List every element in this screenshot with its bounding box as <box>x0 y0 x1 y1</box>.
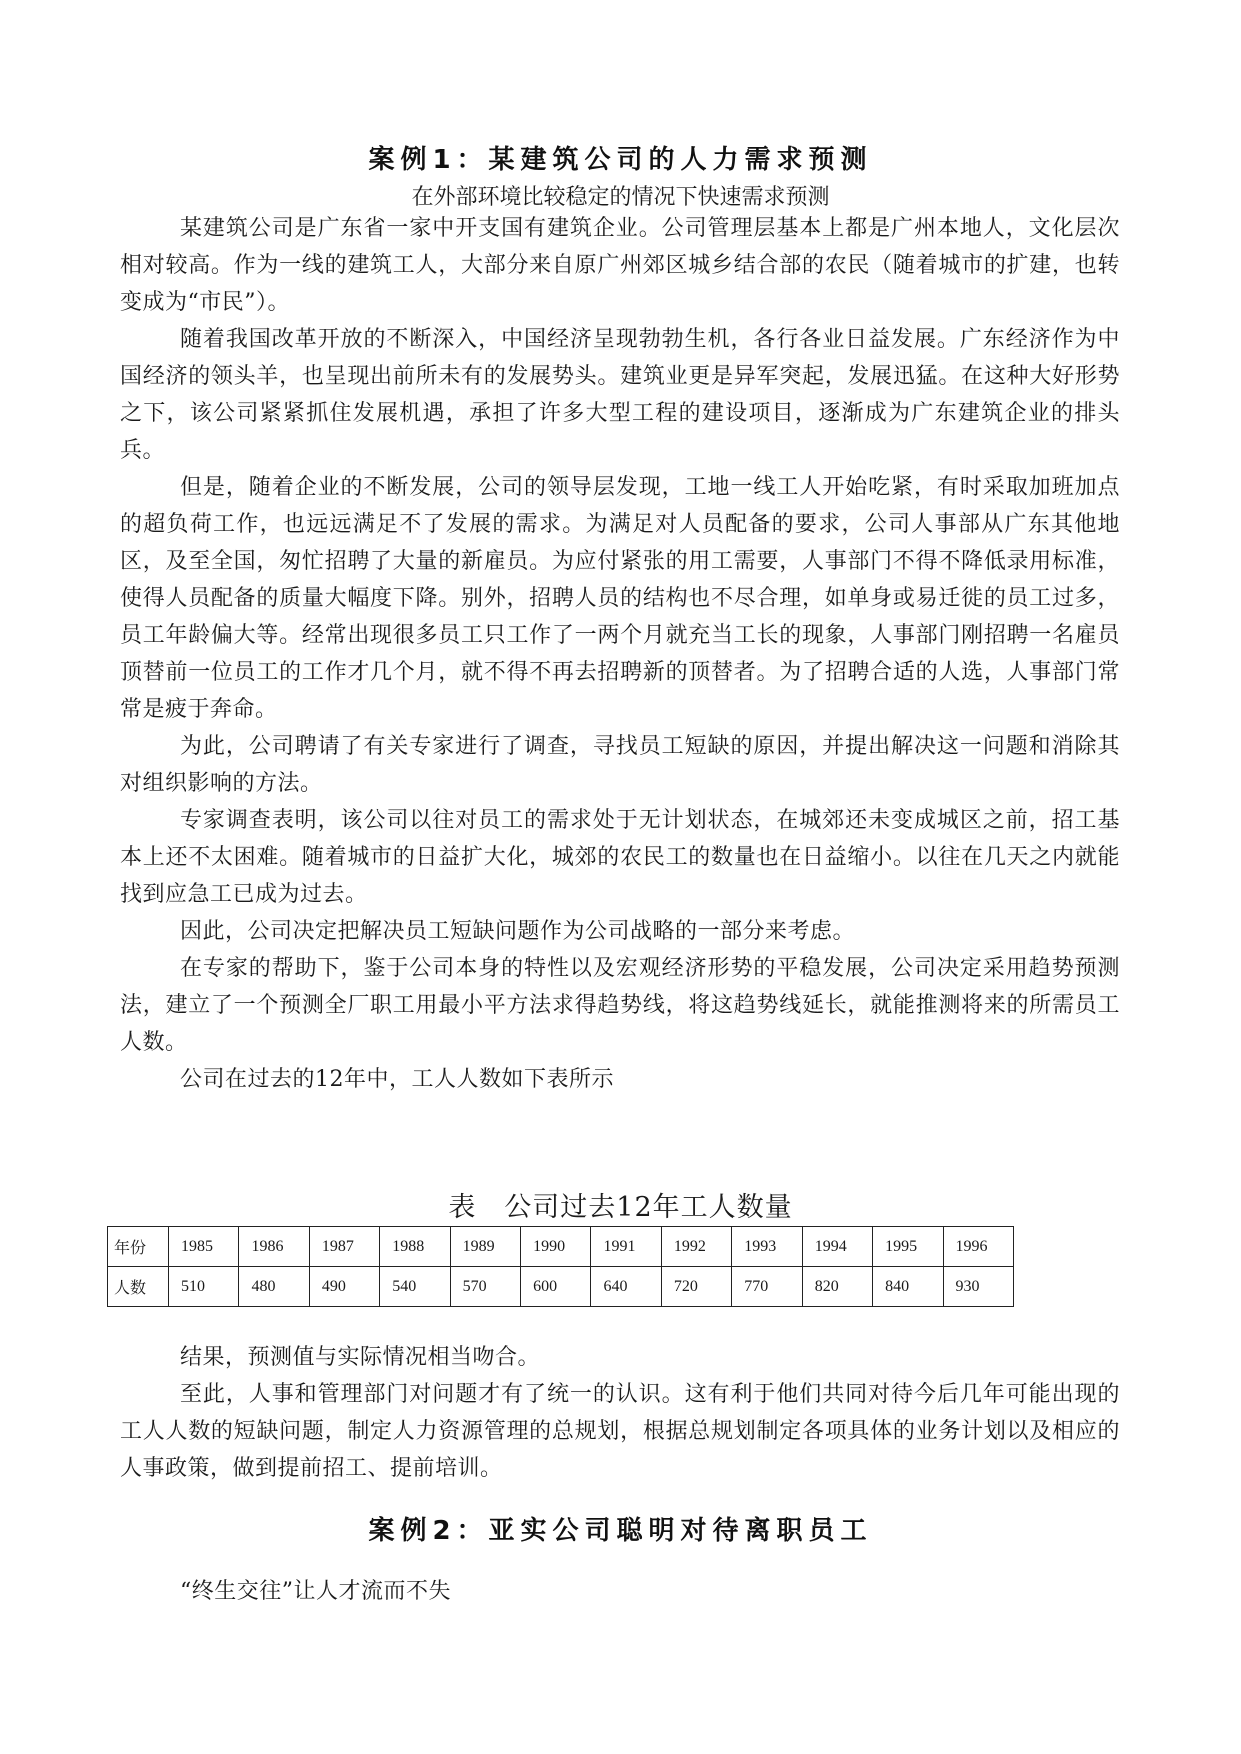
table-cell-workers: 930 <box>943 1267 1013 1307</box>
table-cell-year: 1985 <box>169 1227 239 1267</box>
table-cell-workers: 600 <box>521 1267 591 1307</box>
case2-subtitle: “终生交往”让人才流而不失 <box>180 1579 451 1604</box>
table-cell-workers: 570 <box>450 1267 520 1307</box>
table-caption: 表 公司过去12年工人数量 <box>448 1192 793 1223</box>
table-cell-workers: 820 <box>802 1267 872 1307</box>
paragraph: 但是，随着企业的不断发展，公司的领导层发现，工地一线工人开始吃紧，有时采取加班加点的超负荷工作，也远远满足不了发展的需求。为满足对人员配备的要求，公司人事部从广东其他地区，及至全国，匆忙招聘了大量的新雇员。为应付紧张的用工需要，人事部门不得不降低录用标准，使得人员配备的质量大幅度下降。别外，招聘人员的结构也不尽合理，如单身或易迁徙的员工过多，员工年龄偏大等。经常出现很多员工只工作了一两个月就充当工长的现象，人事部门刚招聘一名雇员顶替前一位员工的工作才几个月，就不得不再去招聘新的顶替者。为了招聘合适的人选，人事部门常常是疲于奔命。 <box>120 475 1120 722</box>
table-cell-year: 1989 <box>450 1227 520 1267</box>
table-cell-year: 1988 <box>380 1227 450 1267</box>
case1-body <box>120 210 1120 1098</box>
table-cell-year: 1991 <box>591 1227 661 1267</box>
paragraph: 至此，人事和管理部门对问题才有了统一的认识。这有利于他们共同对待今后几年可能出现的工人人数的短缺问题，制定人力资源管理的总规划，根据总规划制定各项具体的业务计划以及相应的人事政策，做到提前招工、提前培训。 <box>120 1382 1120 1481</box>
paragraph: 公司在过去的12年中，工人人数如下表所示 <box>180 1067 614 1092</box>
paragraph: 随着我国改革开放的不断深入，中国经济呈现勃勃生机，各行各业日益发展。广东经济作为中国经济的领头羊，也呈现出前所未有的发展势头。建筑业更是异军突起，发展迅猛。在这种大好形势之下，该公司紧紧抓住发展机遇，承担了许多大型工程的建设项目，逐渐成为广东建筑企业的排头兵。 <box>120 327 1120 463</box>
paragraph: 在专家的帮助下，鉴于公司本身的特性以及宏观经济形势的平稳发展，公司决定采用趋势预测法，建立了一个预测全厂职工用最小平方法求得趋势线，将这趋势线延长，就能推测将来的所需员工人数。 <box>120 956 1120 1055</box>
table-row-years <box>108 1227 1014 1267</box>
paragraph: 结果，预测值与实际情况相当吻合。 <box>180 1345 541 1370</box>
case1-subtitle: 在外部环境比较稳定的情况下快速需求预测 <box>411 185 830 210</box>
case2-title: 案例2：亚实公司聪明对待离职员工 <box>368 1516 873 1546</box>
workers-table <box>107 1226 1014 1307</box>
table-cell-workers: 480 <box>239 1267 309 1307</box>
table-cell-workers: 840 <box>873 1267 943 1307</box>
table-cell-workers: 540 <box>380 1267 450 1307</box>
case1-title: 案例1：某建筑公司的人力需求预测 <box>368 145 873 175</box>
paragraph: 因此，公司决定把解决员工短缺问题作为公司战略的一部分来考虑。 <box>180 919 856 944</box>
paragraph: 某建筑公司是广东省一家中开支国有建筑企业。公司管理层基本上都是广州本地人，文化层次相对较高。作为一线的建筑工人，大部分来自原广州郊区城乡结合部的农民（随着城市的扩建，也转变成为“市民”）。 <box>120 216 1120 315</box>
case1-conclusion <box>120 1339 1120 1487</box>
table-cell-year: 1995 <box>873 1227 943 1267</box>
row-label-workers: 人数 <box>108 1267 169 1307</box>
table-cell-workers: 490 <box>309 1267 379 1307</box>
case2-body <box>120 1573 1120 1610</box>
table-cell-workers: 510 <box>169 1267 239 1307</box>
row-label-year: 年份 <box>108 1227 169 1267</box>
paragraph: 为此，公司聘请了有关专家进行了调查，寻找员工短缺的原因，并提出解决这一问题和消除其对组织影响的方法。 <box>120 734 1120 796</box>
table-cell-year: 1996 <box>943 1227 1013 1267</box>
table-cell-year: 1986 <box>239 1227 309 1267</box>
table-cell-workers: 640 <box>591 1267 661 1307</box>
table-cell-year: 1990 <box>521 1227 591 1267</box>
table-row-workers <box>108 1267 1014 1307</box>
table-cell-year: 1994 <box>802 1227 872 1267</box>
paragraph: 专家调查表明，该公司以往对员工的需求处于无计划状态，在城郊还未变成城区之前，招工基本上还不太困难。随着城市的日益扩大化，城郊的农民工的数量也在日益缩小。以往在几天之内就能找到应急工已成为过去。 <box>120 808 1120 907</box>
table-cell-year: 1992 <box>661 1227 731 1267</box>
table-cell-year: 1993 <box>732 1227 802 1267</box>
table-cell-year: 1987 <box>309 1227 379 1267</box>
table-cell-workers: 770 <box>732 1267 802 1307</box>
table-cell-workers: 720 <box>661 1267 731 1307</box>
